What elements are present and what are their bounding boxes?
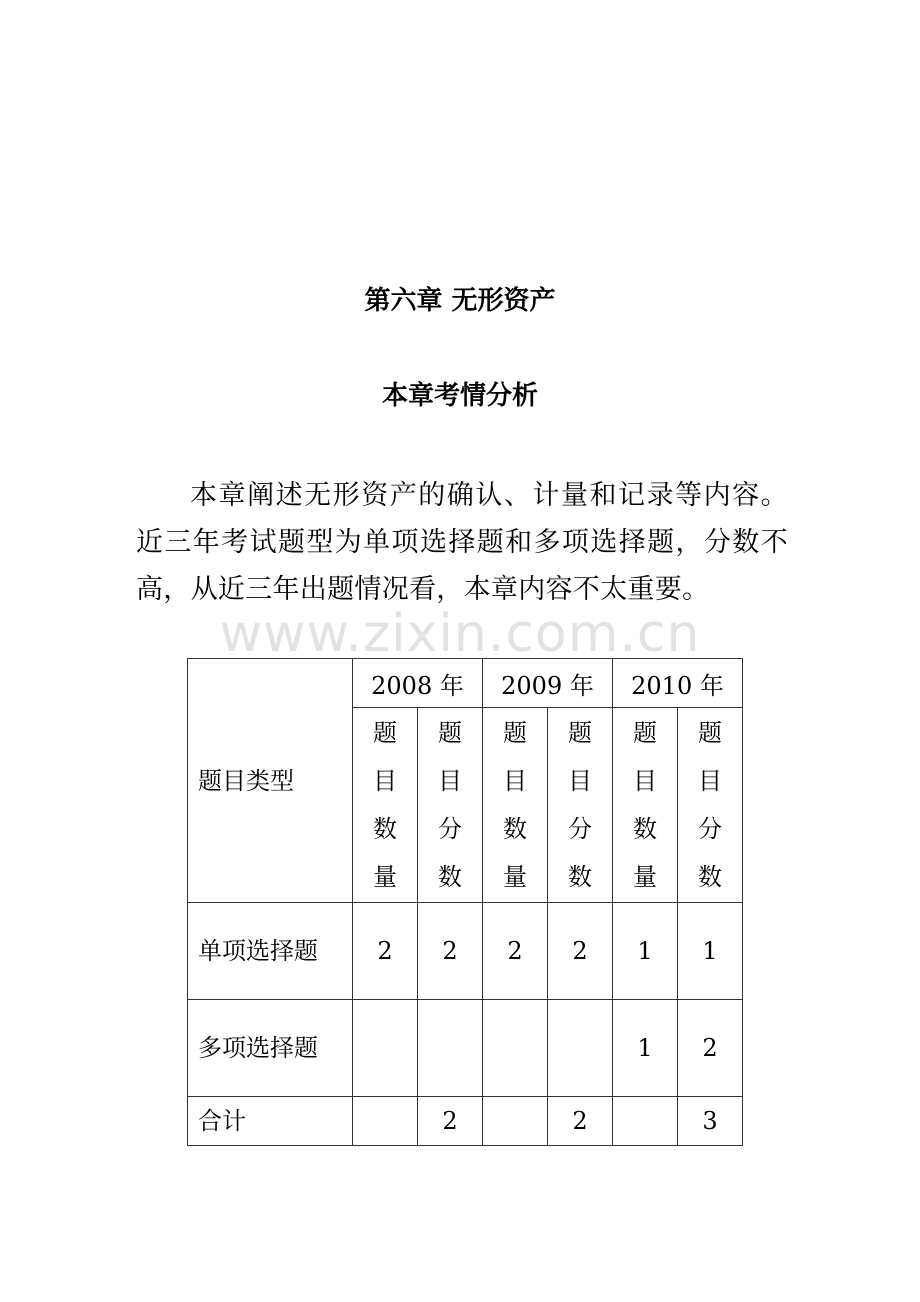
year-header-2008: 2008 年 — [353, 659, 483, 708]
table-cell: 2 — [548, 903, 613, 1000]
year-header-2009: 2009 年 — [483, 659, 613, 708]
subheader-count: 题目数量 — [373, 719, 397, 891]
subheader-score: 题目分数 — [698, 719, 722, 891]
table-row-total — [188, 1097, 743, 1146]
subheader-score: 题目分数 — [568, 719, 592, 891]
table-cell: 2 — [418, 903, 483, 1000]
table-cell: 2 — [418, 1097, 483, 1146]
table-cell: 3 — [678, 1097, 743, 1146]
table-cell: 1 — [678, 903, 743, 1000]
table-cell — [548, 1000, 613, 1097]
subheader-count-cell — [353, 708, 418, 903]
table-header-row — [188, 659, 743, 708]
table-cell: 2 — [678, 1000, 743, 1097]
row-label: 合计 — [188, 1097, 353, 1146]
section-title: 本章考情分析 — [381, 381, 538, 411]
table-cell: 2 — [483, 903, 548, 1000]
subheader-score-cell — [418, 708, 483, 903]
subheader-count-cell — [613, 708, 678, 903]
subheader-score-cell — [548, 708, 613, 903]
table-cell — [353, 1000, 418, 1097]
table-cell — [483, 1000, 548, 1097]
table-cell: 2 — [353, 903, 418, 1000]
subheader-count-cell — [483, 708, 548, 903]
table-cell: 1 — [613, 903, 678, 1000]
table-cell: 1 — [613, 1000, 678, 1097]
subheader-count: 题目数量 — [633, 719, 657, 891]
table-row — [188, 903, 743, 1000]
year-header-2010: 2010 年 — [613, 659, 743, 708]
subheader-score-cell — [678, 708, 743, 903]
subheader-score: 题目分数 — [438, 719, 462, 891]
table-row — [188, 1000, 743, 1097]
type-header-cell: 题目类型 — [188, 659, 353, 903]
table-cell — [418, 1000, 483, 1097]
exam-statistics-table — [187, 658, 743, 1146]
row-label: 单项选择题 — [188, 903, 353, 1000]
table-cell — [613, 1097, 678, 1146]
table-cell: 2 — [548, 1097, 613, 1146]
watermark: www.zixin.com.cn — [219, 604, 701, 664]
subheader-count: 题目数量 — [503, 719, 527, 891]
table-cell — [353, 1097, 418, 1146]
row-label: 多项选择题 — [188, 1000, 353, 1097]
intro-paragraph: 本章阐述无形资产的确认、计量和记录等内容。近三年考试题型为单项选择题和多项选择题，分数不高，从近三年出题情况看，本章内容不太重要。 — [136, 480, 788, 605]
chapter-title: 第六章 无形资产 — [364, 286, 556, 316]
table-cell — [483, 1097, 548, 1146]
